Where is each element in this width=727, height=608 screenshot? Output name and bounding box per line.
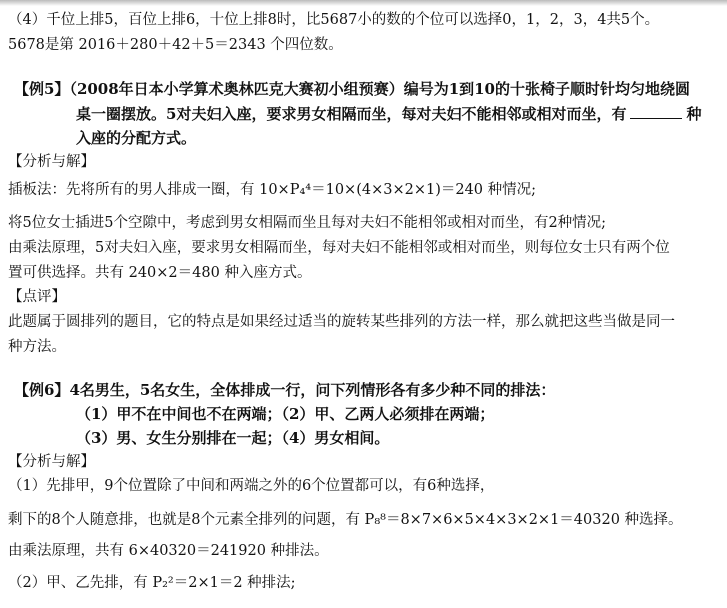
example-5-question-line-2	[76, 104, 701, 124]
prev-answer-line-2: 5678是第 2016＋280＋42＋5＝2343 个四位数。	[8, 37, 343, 53]
example-6-q1: 4名男生，5名女生，全体排成一行，问下列情形各有多少种不同的排法：	[69, 381, 556, 399]
example-5-tag: 【例5】	[14, 80, 70, 98]
example-6-question-line-1	[14, 380, 555, 400]
example-5-analysis-line-3: 由乘法原理，5对夫妇入座，要求男女相隔而坐，每对夫妇不能相邻或相对而坐，则每位女士只有两个位	[8, 240, 670, 256]
example-6-analysis-line-3: 由乘法原理，共有 6×40320＝241920 种排法。	[8, 543, 329, 559]
example-6-analysis-heading: 【分析与解】	[8, 454, 95, 470]
example-5-analysis-line-2: 将5位女士插进5个空隙中，考虑到男女相隔而坐且每对夫妇不能相邻或相对而坐，有2种情况;	[8, 215, 607, 231]
example-5-q2-end: 种	[686, 105, 702, 123]
example-6-analysis-line-4: （2）甲、乙先排，有 P₂²＝2×1＝2 种排法;	[8, 575, 296, 591]
example-5-question-line-1	[14, 79, 690, 99]
example-5-analysis-heading: 【分析与解】	[8, 154, 95, 170]
example-6-question-line-3: （3）男、女生分别排在一起；（4）男女相间。	[76, 429, 390, 447]
example-5-analysis-line-1: 插板法：先将所有的男人排成一圈，有 10×P₄⁴＝10×(4×3×2×1)＝240 种情况;	[8, 182, 537, 198]
example-5-comment-heading: 【点评】	[8, 289, 66, 305]
example-5-comment-line-1: 此题属于圆排列的题目，它的特点是如果经过适当的旋转某些排列的方法一样，那么就把这些当做是同一	[8, 314, 675, 330]
prev-answer-line-1: （4）千位上排5，百位上排6，十位上排8时，比5687小的数的个位可以选择0，1，2，3，4共5个。	[8, 12, 660, 28]
example-5-question-line-3: 入座的分配方式。	[76, 129, 197, 147]
example-5-q2: 桌一圈摆放。5对夫妇入座，要求男女相隔而坐，每对夫妇不能相邻或相对而坐，有	[76, 105, 627, 123]
answer-blank	[630, 104, 682, 119]
top-page-edge	[0, 0, 727, 6]
example-5-analysis-line-4: 置可供选择。共有 240×2＝480 种入座方式。	[8, 265, 312, 281]
example-6-tag: 【例6】	[14, 381, 70, 399]
example-6-analysis-line-1: （1）先排甲，9个位置除了中间和两端之外的6个位置都可以，有6种选择，	[8, 478, 495, 494]
example-6-analysis-line-2: 剩下的8个人随意排，也就是8个元素全排列的问题，有 P₈⁸＝8×7×6×5×4×3×2×1＝40320 种选择。	[8, 512, 683, 528]
example-6-question-line-2: （1）甲不在中间也不在两端；（2）甲、乙两人必须排在两端；	[76, 405, 495, 423]
example-5-q1: （2008年日本小学算术奥林匹克大赛初小组预赛）编号为1到10的十张椅子顺时针均匀地绕圆	[69, 80, 691, 98]
example-5-comment-line-2: 种方法。	[8, 339, 66, 355]
